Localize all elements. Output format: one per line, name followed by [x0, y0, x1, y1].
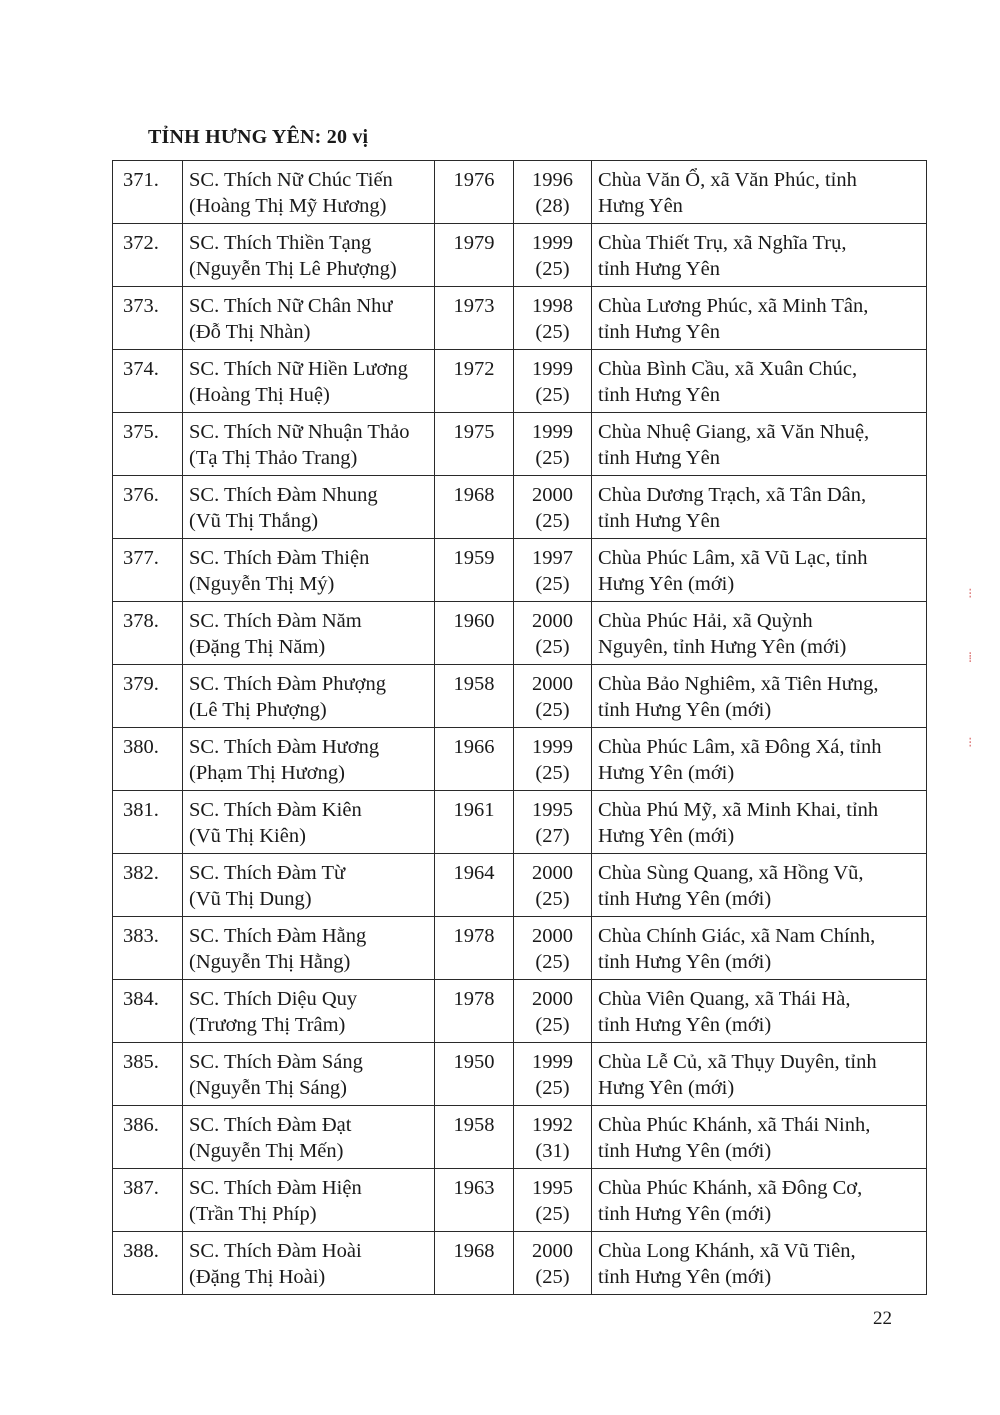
lay-name: (Nguyễn Thị Mến)	[189, 1140, 344, 1162]
row-number: 383.	[123, 925, 159, 947]
ordination-cell	[514, 476, 592, 539]
ordination-year: 2000	[532, 484, 573, 506]
ordination-year: 2000	[532, 673, 573, 695]
address-cell	[592, 665, 927, 728]
address-line-1: Chùa Phúc Khánh, xã Thái Ninh,	[598, 1114, 871, 1136]
address-line-1: Chùa Phúc Hải, xã Quỳnh	[598, 610, 813, 632]
row-number-cell	[113, 854, 183, 917]
table-row	[113, 854, 927, 917]
lay-name: (Đặng Thị Năm)	[189, 636, 326, 658]
birth-year: 1960	[453, 610, 495, 632]
birth-year-cell	[435, 350, 514, 413]
name-cell	[183, 476, 435, 539]
birth-year-cell	[435, 413, 514, 476]
address-cell	[592, 980, 927, 1043]
ordination-age: (25)	[535, 762, 570, 784]
table-row	[113, 413, 927, 476]
lay-name: (Trần Thị Phíp)	[189, 1203, 317, 1225]
ordination-age: (25)	[535, 699, 570, 721]
row-number-cell	[113, 224, 183, 287]
religious-name: SC. Thích Đàm Nhung	[189, 484, 378, 506]
address-line-2: Hưng Yên (mới)	[598, 825, 735, 847]
row-number: 379.	[123, 673, 159, 695]
religious-name: SC. Thích Đàm Thiện	[189, 547, 370, 569]
lay-name: (Nguyễn Thị Lê Phượng)	[189, 258, 397, 280]
religious-name: SC. Thích Nữ Nhuận Thảo	[189, 421, 410, 443]
birth-year-cell	[435, 791, 514, 854]
row-number-cell	[113, 1106, 183, 1169]
ordination-cell	[514, 1106, 592, 1169]
address-cell	[592, 854, 927, 917]
row-number: 385.	[123, 1051, 159, 1073]
lay-name: (Nguyễn Thị Mý)	[189, 573, 335, 595]
birth-year: 1976	[453, 169, 495, 191]
religious-name: SC. Thích Đàm Đạt	[189, 1114, 352, 1136]
address-line-1: Chùa Bình Cầu, xã Xuân Chúc,	[598, 358, 858, 380]
table-row	[113, 665, 927, 728]
ordination-age: (31)	[535, 1140, 570, 1162]
address-cell	[592, 917, 927, 980]
birth-year: 1964	[453, 862, 495, 884]
address-line-2: tỉnh Hưng Yên (mới)	[598, 1203, 772, 1225]
name-cell	[183, 1232, 435, 1295]
ordination-age: (25)	[535, 1014, 570, 1036]
ordination-age: (25)	[535, 636, 570, 658]
address-cell	[592, 1043, 927, 1106]
birth-year: 1950	[453, 1051, 495, 1073]
ordination-cell	[514, 287, 592, 350]
table-row	[113, 1169, 927, 1232]
address-line-2: Hưng Yên	[598, 195, 683, 217]
birth-year: 1963	[453, 1177, 495, 1199]
address-cell	[592, 539, 927, 602]
address-line-1: Chùa Thiết Trụ, xã Nghĩa Trụ,	[598, 232, 847, 254]
row-number-cell	[113, 728, 183, 791]
ordination-cell	[514, 917, 592, 980]
birth-year-cell	[435, 854, 514, 917]
birth-year-cell	[435, 917, 514, 980]
table-row	[113, 980, 927, 1043]
address-cell	[592, 224, 927, 287]
birth-year: 1959	[453, 547, 495, 569]
ordination-cell	[514, 539, 592, 602]
religious-name: SC. Thích Nữ Chúc Tiến	[189, 169, 393, 191]
margin-scan-mark: ⁝	[968, 586, 973, 602]
row-number: 376.	[123, 484, 159, 506]
ordination-age: (25)	[535, 1203, 570, 1225]
address-cell	[592, 413, 927, 476]
row-number-cell	[113, 161, 183, 224]
row-number: 375.	[123, 421, 159, 443]
row-number-cell	[113, 1169, 183, 1232]
address-line-2: tỉnh Hưng Yên	[598, 258, 720, 280]
ordination-cell	[514, 350, 592, 413]
lay-name: (Nguyễn Thị Hằng)	[189, 951, 351, 973]
address-cell	[592, 350, 927, 413]
row-number: 380.	[123, 736, 159, 758]
ordination-age: (25)	[535, 510, 570, 532]
address-cell	[592, 1169, 927, 1232]
birth-year-cell	[435, 287, 514, 350]
birth-year: 1979	[453, 232, 495, 254]
row-number-cell	[113, 350, 183, 413]
birth-year-cell	[435, 728, 514, 791]
row-number: 381.	[123, 799, 159, 821]
religious-name: SC. Thích Đàm Hoài	[189, 1240, 362, 1262]
lay-name: (Phạm Thị Hương)	[189, 762, 345, 784]
address-line-1: Chùa Dương Trạch, xã Tân Dân,	[598, 484, 867, 506]
ordination-year: 1999	[532, 358, 573, 380]
ordination-year: 1999	[532, 421, 573, 443]
row-number-cell	[113, 1043, 183, 1106]
religious-name: SC. Thích Nữ Hiền Lương	[189, 358, 408, 380]
address-line-2: tỉnh Hưng Yên (mới)	[598, 699, 772, 721]
ordination-age: (25)	[535, 573, 570, 595]
lay-name: (Lê Thị Phượng)	[189, 699, 327, 721]
roster-table	[112, 160, 927, 1295]
address-line-2: tỉnh Hưng Yên (mới)	[598, 1014, 772, 1036]
row-number: 384.	[123, 988, 159, 1010]
birth-year: 1975	[453, 421, 495, 443]
ordination-year: 1999	[532, 736, 573, 758]
ordination-age: (25)	[535, 1077, 570, 1099]
page-title: TỈNH HƯNG YÊN: 20 vị	[148, 126, 369, 148]
name-cell	[183, 665, 435, 728]
address-cell	[592, 791, 927, 854]
address-line-2: tỉnh Hưng Yên	[598, 447, 720, 469]
ordination-age: (25)	[535, 321, 570, 343]
birth-year: 1972	[453, 358, 495, 380]
name-cell	[183, 161, 435, 224]
table-row	[113, 350, 927, 413]
address-line-1: Chùa Long Khánh, xã Vũ Tiên,	[598, 1240, 856, 1262]
table-row	[113, 1043, 927, 1106]
ordination-year: 2000	[532, 610, 573, 632]
name-cell	[183, 413, 435, 476]
birth-year: 1958	[453, 673, 495, 695]
address-line-2: tỉnh Hưng Yên	[598, 510, 720, 532]
birth-year: 1966	[453, 736, 495, 758]
religious-name: SC. Thích Nữ Chân Như	[189, 295, 393, 317]
address-line-1: Chùa Phú Mỹ, xã Minh Khai, tỉnh	[598, 799, 879, 821]
ordination-age: (27)	[535, 825, 570, 847]
religious-name: SC. Thích Đàm Từ	[189, 862, 346, 884]
ordination-cell	[514, 602, 592, 665]
margin-scan-mark: ⁝	[968, 735, 973, 751]
birth-year-cell	[435, 1106, 514, 1169]
birth-year: 1978	[453, 925, 495, 947]
table-row	[113, 791, 927, 854]
name-cell	[183, 224, 435, 287]
ordination-year: 1995	[532, 799, 573, 821]
birth-year-cell	[435, 602, 514, 665]
table-row	[113, 287, 927, 350]
row-number-cell	[113, 917, 183, 980]
address-line-1: Chùa Phúc Lâm, xã Đông Xá, tỉnh	[598, 736, 882, 758]
ordination-cell	[514, 224, 592, 287]
ordination-cell	[514, 854, 592, 917]
address-line-2: tỉnh Hưng Yên (mới)	[598, 1140, 772, 1162]
religious-name: SC. Thích Đàm Hằng	[189, 925, 367, 947]
address-line-2: tỉnh Hưng Yên	[598, 384, 720, 406]
lay-name: (Hoàng Thị Huệ)	[189, 384, 330, 406]
ordination-year: 2000	[532, 988, 573, 1010]
ordination-year: 1999	[532, 232, 573, 254]
address-line-1: Chùa Bảo Nghiêm, xã Tiên Hưng,	[598, 673, 879, 695]
address-line-2: tỉnh Hưng Yên (mới)	[598, 888, 772, 910]
address-cell	[592, 602, 927, 665]
row-number-cell	[113, 476, 183, 539]
row-number-cell	[113, 1232, 183, 1295]
row-number-cell	[113, 602, 183, 665]
address-line-2: tỉnh Hưng Yên (mới)	[598, 1266, 772, 1288]
lay-name: (Vũ Thị Thắng)	[189, 510, 319, 532]
ordination-year: 2000	[532, 1240, 573, 1262]
ordination-cell	[514, 665, 592, 728]
name-cell	[183, 728, 435, 791]
religious-name: SC. Thích Thiền Tạng	[189, 232, 372, 254]
table-row	[113, 539, 927, 602]
birth-year-cell	[435, 539, 514, 602]
address-line-2: Hưng Yên (mới)	[598, 573, 735, 595]
name-cell	[183, 980, 435, 1043]
birth-year: 1968	[453, 1240, 495, 1262]
birth-year: 1961	[453, 799, 495, 821]
birth-year: 1978	[453, 988, 495, 1010]
ordination-age: (28)	[535, 195, 570, 217]
address-line-1: Chùa Lễ Củ, xã Thụy Duyên, tỉnh	[598, 1051, 877, 1073]
address-line-1: Chùa Viên Quang, xã Thái Hà,	[598, 988, 851, 1010]
birth-year-cell	[435, 476, 514, 539]
ordination-age: (25)	[535, 1266, 570, 1288]
row-number-cell	[113, 413, 183, 476]
address-line-1: Chùa Phúc Lâm, xã Vũ Lạc, tỉnh	[598, 547, 868, 569]
address-line-2: tỉnh Hưng Yên (mới)	[598, 951, 772, 973]
ordination-cell	[514, 413, 592, 476]
lay-name: (Đỗ Thị Nhàn)	[189, 321, 311, 343]
address-line-1: Chùa Phúc Khánh, xã Đông Cơ,	[598, 1177, 863, 1199]
name-cell	[183, 1106, 435, 1169]
row-number-cell	[113, 791, 183, 854]
address-line-1: Chùa Chính Giác, xã Nam Chính,	[598, 925, 876, 947]
name-cell	[183, 1043, 435, 1106]
lay-name: (Đặng Thị Hoài)	[189, 1266, 326, 1288]
address-line-2: Hưng Yên (mới)	[598, 1077, 735, 1099]
margin-scan-mark: ⁞	[968, 650, 973, 666]
religious-name: SC. Thích Diệu Quy	[189, 988, 358, 1010]
address-line-2: tỉnh Hưng Yên	[598, 321, 720, 343]
religious-name: SC. Thích Đàm Hương	[189, 736, 380, 758]
birth-year-cell	[435, 1232, 514, 1295]
address-cell	[592, 1106, 927, 1169]
row-number: 372.	[123, 232, 159, 254]
lay-name: (Vũ Thị Kiên)	[189, 825, 306, 847]
ordination-cell	[514, 1232, 592, 1295]
ordination-year: 1995	[532, 1177, 573, 1199]
table-row	[113, 1232, 927, 1295]
birth-year-cell	[435, 224, 514, 287]
ordination-age: (25)	[535, 258, 570, 280]
birth-year-cell	[435, 1043, 514, 1106]
row-number: 378.	[123, 610, 159, 632]
table-row	[113, 1106, 927, 1169]
row-number: 386.	[123, 1114, 159, 1136]
table-row	[113, 476, 927, 539]
ordination-year: 1992	[532, 1114, 573, 1136]
ordination-age: (25)	[535, 888, 570, 910]
name-cell	[183, 539, 435, 602]
row-number: 374.	[123, 358, 159, 380]
name-cell	[183, 791, 435, 854]
address-cell	[592, 161, 927, 224]
ordination-age: (25)	[535, 951, 570, 973]
address-line-2: Nguyên, tỉnh Hưng Yên (mới)	[598, 636, 847, 658]
address-cell	[592, 1232, 927, 1295]
birth-year: 1973	[453, 295, 495, 317]
address-line-1: Chùa Sùng Quang, xã Hồng Vũ,	[598, 862, 864, 884]
ordination-age: (25)	[535, 384, 570, 406]
ordination-year: 2000	[532, 925, 573, 947]
page-number: 22	[873, 1308, 892, 1329]
ordination-cell	[514, 728, 592, 791]
address-line-1: Chùa Văn Ổ, xã Văn Phúc, tỉnh	[598, 169, 857, 191]
birth-year-cell	[435, 980, 514, 1043]
row-number-cell	[113, 665, 183, 728]
roster-table-body	[113, 161, 927, 1295]
birth-year: 1968	[453, 484, 495, 506]
lay-name: (Vũ Thị Dung)	[189, 888, 312, 910]
row-number: 377.	[123, 547, 159, 569]
birth-year-cell	[435, 1169, 514, 1232]
row-number: 388.	[123, 1240, 159, 1262]
religious-name: SC. Thích Đàm Năm	[189, 610, 362, 632]
ordination-cell	[514, 1169, 592, 1232]
lay-name: (Hoàng Thị Mỹ Hương)	[189, 195, 387, 217]
row-number-cell	[113, 539, 183, 602]
religious-name: SC. Thích Đàm Hiện	[189, 1177, 362, 1199]
ordination-year: 1998	[532, 295, 573, 317]
birth-year-cell	[435, 161, 514, 224]
ordination-year: 1996	[532, 169, 573, 191]
lay-name: (Trương Thị Trâm)	[189, 1014, 346, 1036]
row-number: 371.	[123, 169, 159, 191]
name-cell	[183, 287, 435, 350]
name-cell	[183, 854, 435, 917]
address-line-1: Chùa Nhuệ Giang, xã Văn Nhuệ,	[598, 421, 870, 443]
row-number: 382.	[123, 862, 159, 884]
lay-name: (Nguyễn Thị Sáng)	[189, 1077, 347, 1099]
row-number-cell	[113, 980, 183, 1043]
lay-name: (Tạ Thị Thảo Trang)	[189, 447, 358, 469]
name-cell	[183, 1169, 435, 1232]
table-row	[113, 161, 927, 224]
name-cell	[183, 602, 435, 665]
birth-year: 1958	[453, 1114, 495, 1136]
ordination-cell	[514, 791, 592, 854]
row-number: 387.	[123, 1177, 159, 1199]
address-line-2: Hưng Yên (mới)	[598, 762, 735, 784]
address-cell	[592, 476, 927, 539]
name-cell	[183, 350, 435, 413]
ordination-cell	[514, 980, 592, 1043]
address-cell	[592, 728, 927, 791]
ordination-year: 2000	[532, 862, 573, 884]
address-cell	[592, 287, 927, 350]
row-number: 373.	[123, 295, 159, 317]
ordination-cell	[514, 161, 592, 224]
row-number-cell	[113, 287, 183, 350]
ordination-cell	[514, 1043, 592, 1106]
ordination-year: 1997	[532, 547, 573, 569]
name-cell	[183, 917, 435, 980]
table-row	[113, 224, 927, 287]
table-row	[113, 917, 927, 980]
table-row	[113, 602, 927, 665]
ordination-age: (25)	[535, 447, 570, 469]
table-row	[113, 728, 927, 791]
address-line-1: Chùa Lương Phúc, xã Minh Tân,	[598, 295, 869, 317]
religious-name: SC. Thích Đàm Sáng	[189, 1051, 363, 1073]
religious-name: SC. Thích Đàm Phượng	[189, 673, 386, 695]
ordination-year: 1999	[532, 1051, 573, 1073]
religious-name: SC. Thích Đàm Kiên	[189, 799, 362, 821]
birth-year-cell	[435, 665, 514, 728]
